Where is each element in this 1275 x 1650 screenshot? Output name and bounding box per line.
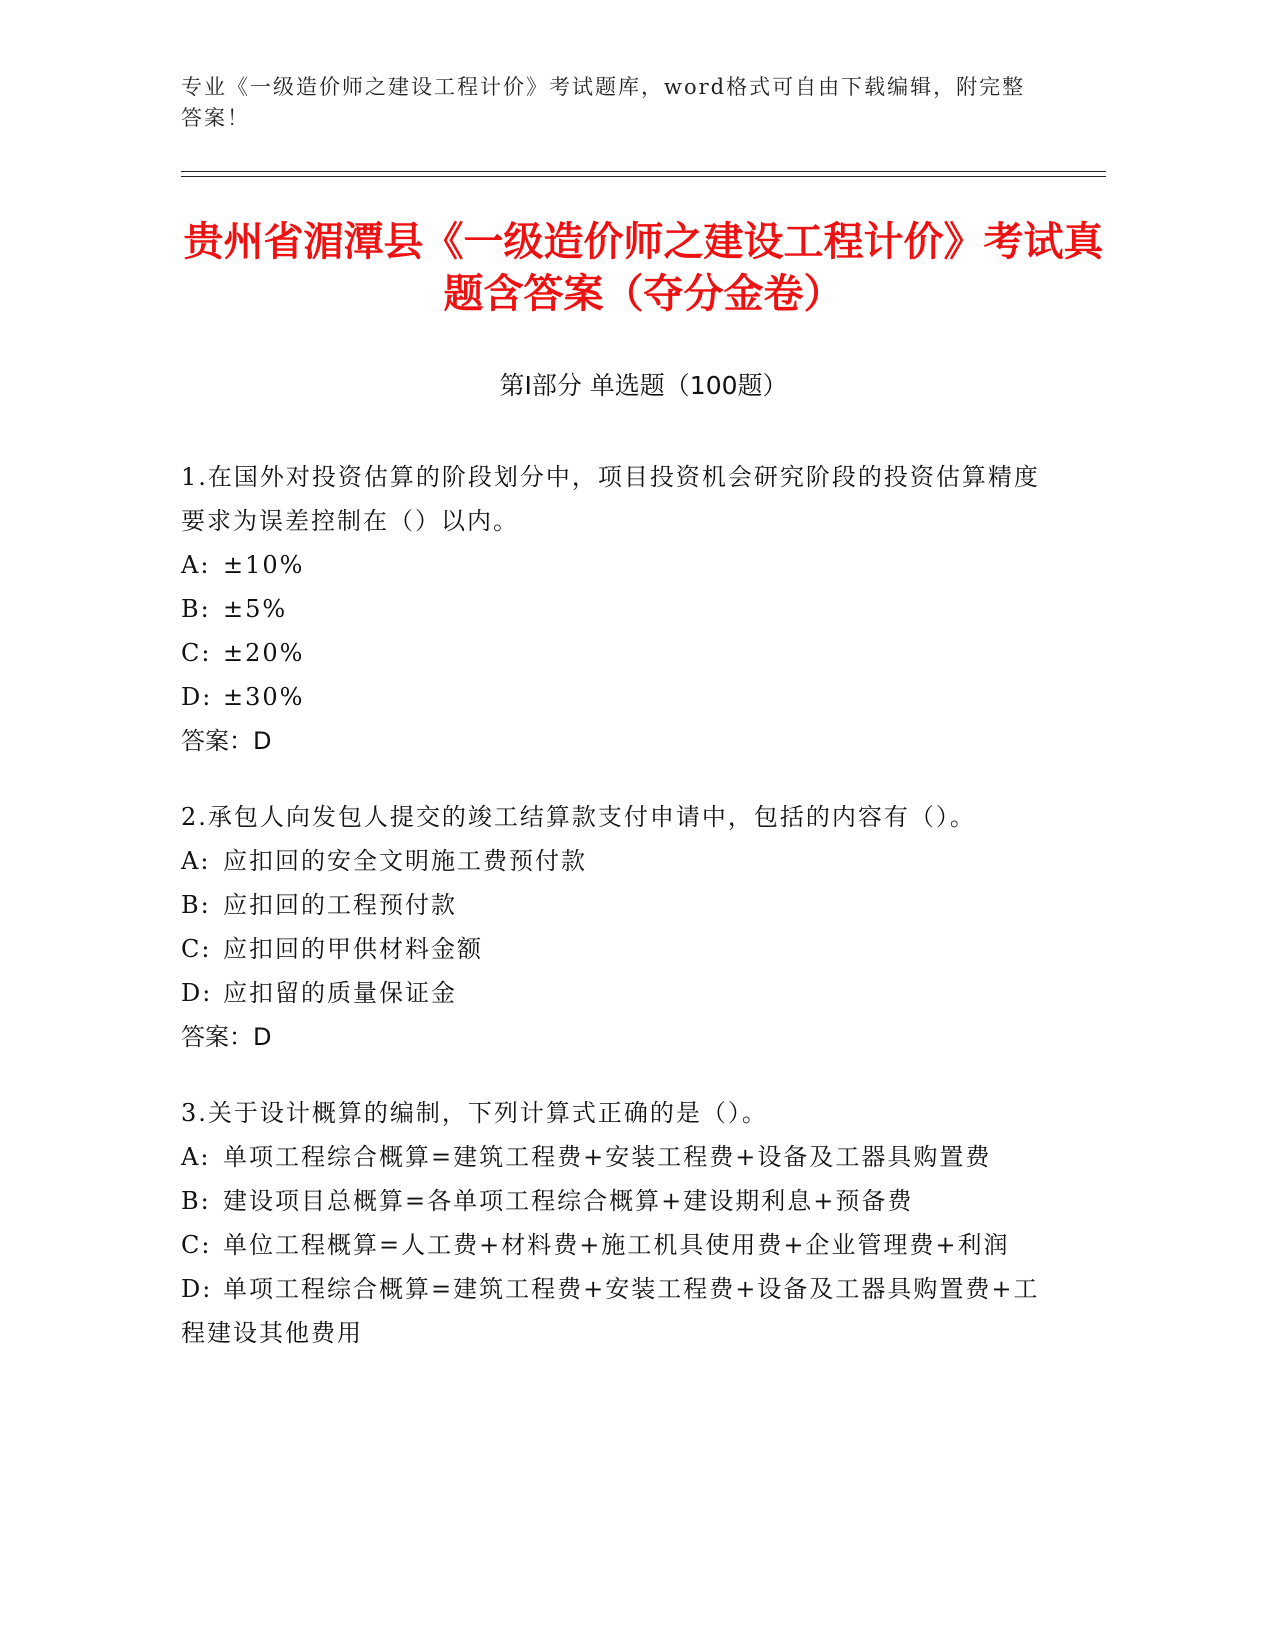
option-key: D: <box>181 1275 213 1303</box>
option-key: C: <box>181 935 212 963</box>
option-key: B: <box>181 1187 211 1215</box>
option-text: 应扣回的工程预付款 <box>223 891 457 919</box>
option-key: C: <box>181 639 212 667</box>
question-stem: 1.在国外对投资估算的阶段划分中，项目投资机会研究阶段的投资估算精度要求为误差控制在（）以内。 <box>181 463 1040 535</box>
option-text: ±30% <box>223 683 305 711</box>
option-b <box>181 587 1061 631</box>
option-text: 单项工程综合概算=建筑工程费+安装工程费+设备及工器具购置费 <box>223 1143 992 1171</box>
option-key: D: <box>181 979 213 1007</box>
option-text: 建设项目总概算=各单项工程综合概算+建设期利息+预备费 <box>223 1187 914 1215</box>
question-1 <box>181 455 1061 763</box>
option-text: 单项工程综合概算=建筑工程费+安装工程费+设备及工器具购置费+工程建设其他费用 <box>181 1275 1040 1347</box>
option-b <box>181 1179 1061 1223</box>
option-key: A: <box>181 847 211 875</box>
option-a <box>181 1135 1061 1179</box>
option-key: A: <box>181 551 211 579</box>
option-key: A: <box>181 1143 211 1171</box>
option-text: ±20% <box>223 639 305 667</box>
option-text: 应扣回的甲供材料金额 <box>223 935 483 963</box>
option-d <box>181 1267 1061 1355</box>
option-d <box>181 971 1061 1015</box>
option-key: B: <box>181 891 211 919</box>
option-c <box>181 1223 1061 1267</box>
option-c <box>181 927 1061 971</box>
question-stem: 3.关于设计概算的编制，下列计算式正确的是（）。 <box>181 1099 768 1127</box>
header-rule-bottom <box>181 176 1106 177</box>
option-key: C: <box>181 1231 212 1259</box>
document-title: 贵州省湄潭县《一级造价师之建设工程计价》考试真题含答案（夺分金卷） <box>183 219 1104 317</box>
option-text: 单位工程概算=人工费+材料费+施工机具使用费+企业管理费+利润 <box>223 1231 1010 1259</box>
option-b <box>181 883 1061 927</box>
option-key: B: <box>181 595 211 623</box>
answer-line: 答案：D <box>181 727 272 755</box>
question-stem: 2.承包人向发包人提交的竣工结算款支付申请中，包括的内容有（）。 <box>181 803 976 831</box>
answer-line: 答案：D <box>181 1023 272 1051</box>
header-note: 专业《一级造价师之建设工程计价》考试题库，word格式可自由下载编辑，附完整答案！ <box>181 75 1026 130</box>
option-text: ±5% <box>223 595 288 623</box>
option-text: 应扣回的安全文明施工费预付款 <box>223 847 587 875</box>
question-3 <box>181 1091 1061 1355</box>
option-key: D: <box>181 683 213 711</box>
option-d <box>181 675 1061 719</box>
question-list <box>181 455 1061 1387</box>
section-heading: 第Ⅰ部分 单选题（100题） <box>499 371 788 400</box>
option-text: ±10% <box>223 551 305 579</box>
option-a <box>181 543 1061 587</box>
option-a <box>181 839 1061 883</box>
header-rule-top <box>181 171 1106 172</box>
option-text: 应扣留的质量保证金 <box>223 979 457 1007</box>
question-2 <box>181 795 1061 1059</box>
option-c <box>181 631 1061 675</box>
